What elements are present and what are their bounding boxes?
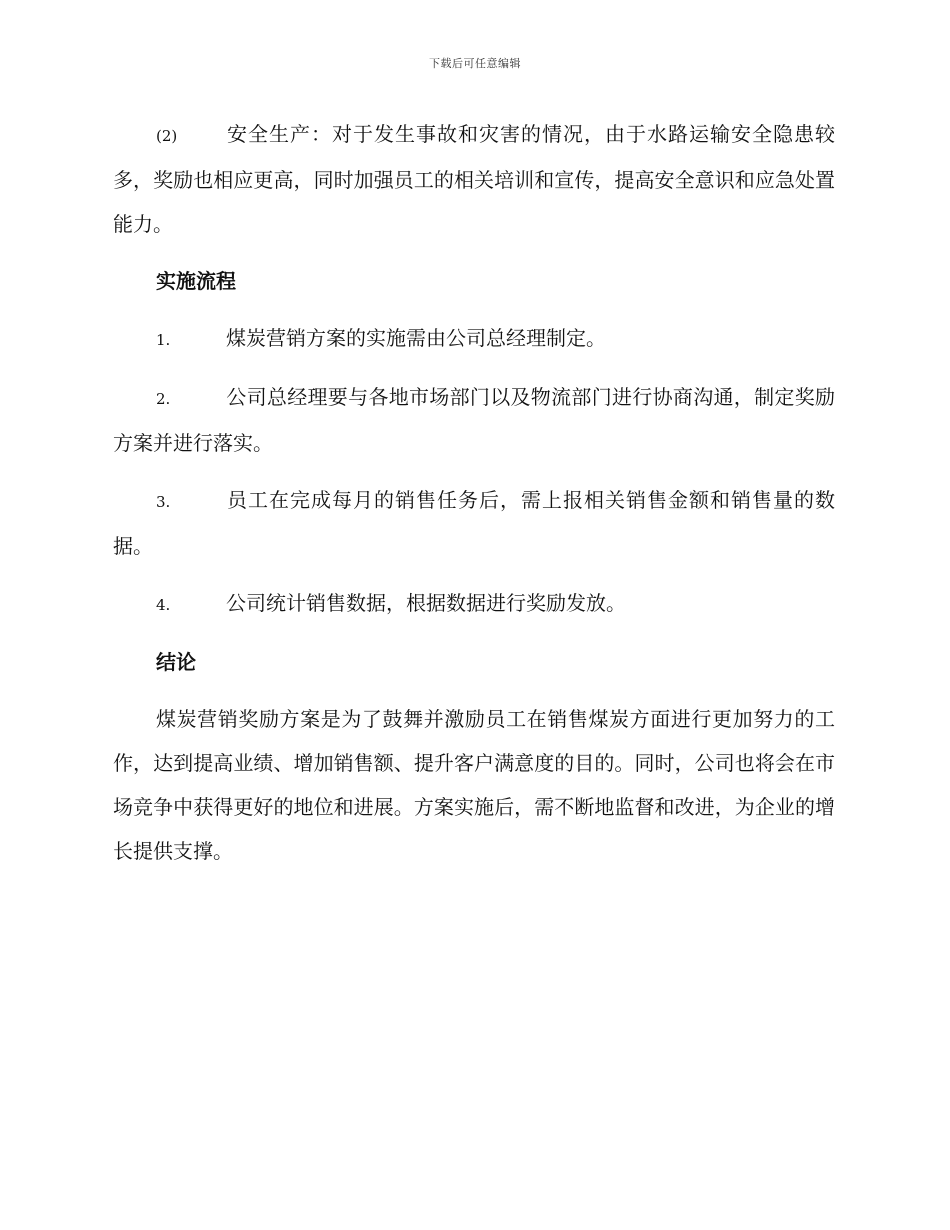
item-text: 煤炭营销方案的实施需由公司总经理制定。 — [226, 326, 606, 350]
list-item — [113, 316, 835, 362]
item-number: 4. — [156, 596, 171, 614]
section-heading-implementation: 实施流程 — [156, 269, 236, 293]
item-text: 公司统计销售数据，根据数据进行奖励发放。 — [226, 591, 626, 615]
item-number: 3. — [156, 493, 171, 511]
item-text: 员工在完成每月的销售任务后，需上报相关销售金额和销售量的数据。 — [113, 488, 835, 558]
safety-paragraph — [113, 112, 835, 246]
list-item — [113, 375, 835, 465]
paragraph-text: 安全生产：对于发生事故和灾害的情况，由于水路运输安全隐患较多，奖励也相应更高，同时加强员工的相关培训和宣传，提高安全意识和应急处置能力。 — [113, 122, 835, 236]
item-text: 公司总经理要与各地市场部门以及物流部门进行协商沟通，制定奖励方案并进行落实。 — [113, 385, 835, 455]
item-number: (2) — [156, 127, 178, 145]
list-item — [113, 478, 835, 568]
section-heading-conclusion: 结论 — [156, 650, 196, 674]
item-number: 2. — [156, 390, 171, 408]
conclusion-paragraph: 煤炭营销奖励方案是为了鼓舞并激励员工在销售煤炭方面进行更加努力的工作，达到提高业绩、增加销售额、提升客户满意度的目的。同时，公司也将会在市场竞争中获得更好的地位和进展。方案实施后，需不断地监督和改进，为企业的增长提供支撑。 — [113, 707, 835, 863]
item-number: 1. — [156, 331, 171, 349]
list-item — [113, 581, 835, 627]
page-header: 下载后可任意编辑 — [429, 57, 521, 70]
document-body — [113, 112, 835, 886]
